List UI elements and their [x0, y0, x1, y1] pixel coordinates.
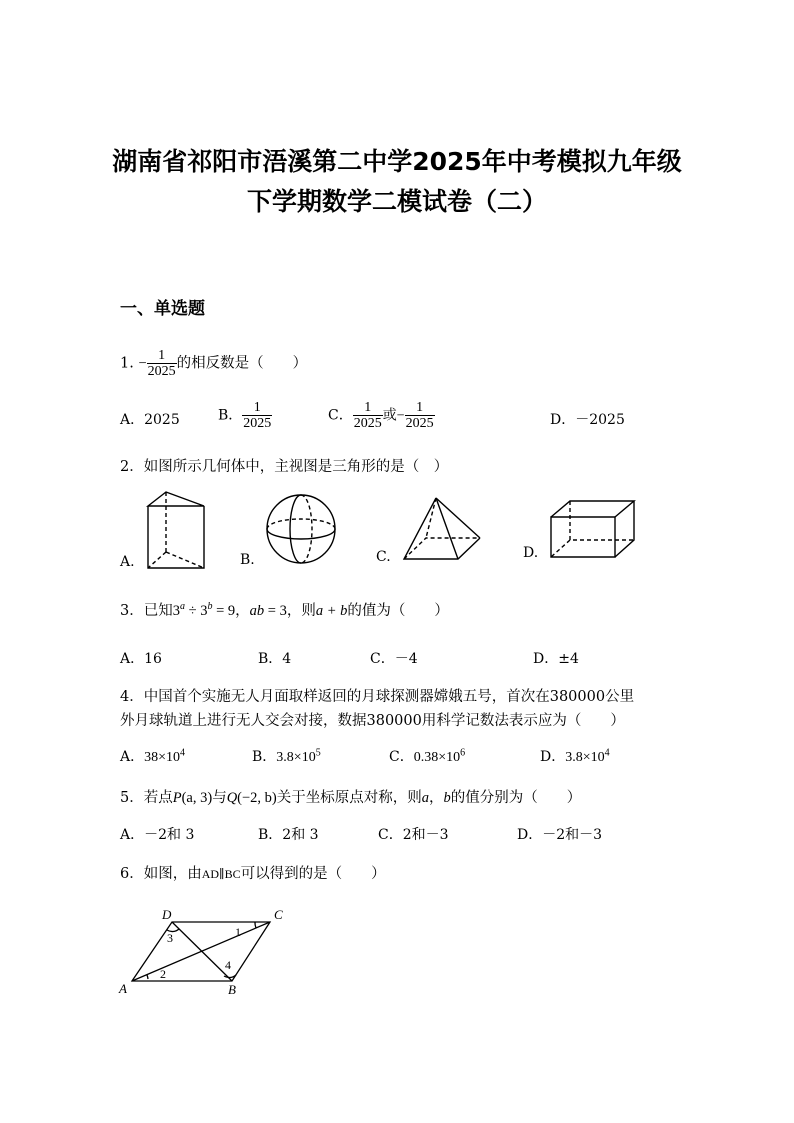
question-number: 1. — [120, 355, 134, 372]
point-p: P — [172, 790, 182, 806]
angle-label-1: 1 — [235, 925, 241, 939]
question-text: 3．已知 — [120, 603, 173, 619]
option-label: A． — [120, 749, 145, 765]
q5-option-b: B．2和 3 — [258, 827, 319, 843]
math-equals: = 9， — [212, 603, 250, 619]
q5-option-a: A．－2和 3 — [120, 827, 195, 843]
question-6 — [120, 862, 386, 883]
math-expression: ab — [249, 603, 265, 619]
comma: ， — [429, 790, 444, 806]
question-1 — [120, 348, 307, 379]
option-exponent: 6 — [460, 747, 466, 759]
point-q-coords: (−2, b) — [237, 790, 277, 806]
pyramid-figure — [398, 494, 484, 562]
q2-option-c-label: C. — [376, 549, 391, 565]
document-title-line2: 下学期数学二模试卷（二） — [246, 187, 547, 216]
math-equals: = 3 — [264, 603, 287, 619]
parallelogram-figure — [116, 905, 296, 1000]
option-label: D． — [540, 749, 566, 765]
fraction — [147, 348, 177, 379]
minus-sign: − — [138, 355, 147, 372]
label-B: B — [228, 982, 236, 997]
q2-option-a-label: A. — [120, 554, 135, 570]
question-5 — [120, 786, 581, 807]
option-label: B． — [218, 407, 243, 424]
q3-option-d: D．±4 — [533, 651, 579, 667]
q5-option-c: C．2和－3 — [378, 827, 449, 843]
math-exponent: b — [207, 601, 213, 613]
rectangular-box-figure — [548, 497, 638, 561]
question-text: 的相反数是（ ） — [176, 355, 308, 372]
question-3 — [120, 599, 449, 620]
math-operator: ÷ — [184, 603, 201, 619]
angle-label-4: 4 — [225, 958, 231, 972]
fraction — [242, 400, 272, 431]
question-text: ，则 — [286, 603, 316, 619]
q5-option-d: D．－2和－3 — [517, 827, 603, 843]
fraction-denominator: 2025 — [405, 416, 434, 431]
angle-label-3: 3 — [167, 931, 173, 945]
fraction-numerator: 1 — [253, 400, 261, 415]
option-value: 3.8×10 — [276, 750, 316, 765]
math-expression: a + b — [315, 603, 348, 619]
question-text: 关于坐标原点对称，则 — [276, 790, 422, 806]
fraction — [405, 400, 435, 431]
question-text: 6．如图，由 — [120, 866, 202, 882]
point-p-coords: (a, 3) — [181, 790, 213, 806]
fraction-numerator: 1 — [416, 400, 424, 415]
option-exponent: 5 — [315, 747, 321, 759]
question-text: 可以得到的是（ ） — [240, 866, 386, 882]
fraction-numerator: 1 — [158, 348, 166, 363]
fraction — [353, 400, 383, 431]
option-label: C． — [328, 407, 353, 424]
q3-option-b: B．4 — [258, 651, 292, 667]
parallel-condition: AD∥BC — [201, 867, 241, 881]
question-text: 的值分别为（ ） — [450, 790, 582, 806]
document-title-line1: 湖南省祁阳市浯溪第二中学2025年中考模拟九年级 — [112, 147, 682, 176]
option-label: B． — [252, 749, 277, 765]
question-text: 5．若点 — [120, 790, 173, 806]
q2-option-b-label: B. — [240, 552, 255, 568]
var-a: a — [421, 790, 430, 806]
var-b: b — [443, 790, 451, 806]
q2-option-d-label: D. — [523, 545, 539, 561]
point-q: Q — [226, 790, 238, 806]
q1-option-b — [218, 400, 272, 431]
or-text: 或 — [382, 407, 397, 424]
question-text: 与 — [212, 790, 227, 806]
label-A: A — [119, 981, 127, 996]
fraction-denominator: 2025 — [353, 416, 382, 431]
q4-option-d — [540, 746, 610, 766]
angle-label-2: 2 — [160, 967, 166, 981]
q4-option-b — [252, 746, 321, 766]
math-exponent: a — [179, 601, 185, 613]
q1-option-c — [328, 400, 435, 431]
label-C: C — [274, 907, 283, 922]
question-4-line-1: 4．中国首个实施无人月面取样返回的月球探测器嫦娥五号，首次在380000公里 — [120, 689, 635, 705]
q3-option-a: A．16 — [120, 651, 162, 667]
section-heading: 一、单选题 — [120, 299, 205, 319]
q1-option-a: A．2025 — [120, 412, 180, 428]
q4-option-c — [389, 746, 465, 766]
q4-option-a — [120, 746, 185, 766]
option-value: 0.38×10 — [413, 750, 461, 765]
math-base: 3 — [172, 603, 180, 619]
q1-option-d: D．－2025 — [550, 412, 625, 428]
triangular-prism-figure — [138, 490, 213, 570]
fraction-numerator: 1 — [364, 400, 372, 415]
question-2: 2．如图所示几何体中，主视图是三角形的是（ ） — [120, 459, 449, 475]
option-value: 3.8×10 — [565, 750, 605, 765]
question-text: 的值为（ ） — [347, 603, 449, 619]
option-value: 38×10 — [144, 750, 181, 765]
q3-option-c: C．－4 — [370, 651, 418, 667]
question-4-line-2: 外月球轨道上进行无人交会对接，数据380000用科学记数法表示应为（ ） — [120, 713, 625, 729]
label-D: D — [162, 907, 172, 922]
sphere-figure — [264, 492, 340, 568]
option-exponent: 4 — [604, 747, 610, 759]
fraction-denominator: 2025 — [147, 364, 176, 379]
math-base: 3 — [200, 603, 208, 619]
option-label: C． — [389, 749, 414, 765]
fraction-denominator: 2025 — [243, 416, 272, 431]
option-exponent: 4 — [180, 747, 186, 759]
minus-sign: − — [396, 408, 405, 424]
